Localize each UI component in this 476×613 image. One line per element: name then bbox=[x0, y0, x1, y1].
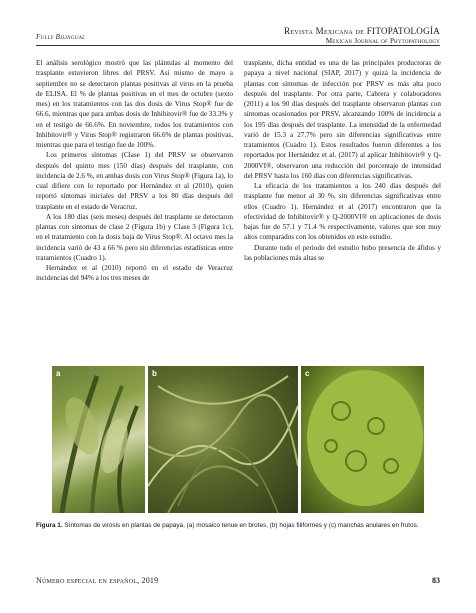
panel-label-a: a bbox=[56, 369, 61, 378]
caption-label: Figura 1. bbox=[36, 522, 63, 529]
page-number: 83 bbox=[432, 576, 440, 585]
footer-issue: Número especial en español, 2019 bbox=[36, 576, 159, 585]
paragraph: Durante todo el periodo del estudio hubo presencia de áfidos y las poblaciones más altas se bbox=[244, 243, 441, 262]
right-column bbox=[244, 58, 441, 263]
journal-title: Revista Mexicana de FITOPATOLOGÍA bbox=[284, 26, 440, 36]
paragraph: Hernández et al (2010) reportó en el estado de Veracruz incidencias del 94% a los tres meses de bbox=[36, 264, 233, 283]
journal-header bbox=[284, 26, 440, 45]
figure-caption bbox=[36, 522, 440, 531]
paragraph: Los primeros síntomas (Clase 1) del PRSV se observaron después del quinto mes (150 días) después del trasplante, con incidencia de 2.6 %, en ambas dosis con Virus Stop® (Figura 1a), lo cual difiere con lo reportado por Hernández et al (2010), quien reportó síntomas iniciales del PRSV a los 80 días después del trasplante en el estado de Veracruz. bbox=[36, 151, 233, 211]
caption-text: Síntomas de virosis en plantas de papaya, (a) mosaico tenue en brotes, (b) hojas filiformes y (c) manchas anulares en frutos. bbox=[64, 522, 419, 529]
paragraph: El análisis serológico mostró que las plántulas al momento del trasplante estuvieron libres del PRSV. Así mismo de mayo a septiembre no se detectaron plantas positivas al virus en la prueba de ELISA. El % de plantas positivas en el mes de octubre (sexto mes) en los tratamientos con las dos dosis de Virus Stop® fue de 66.6, mientras que para ambas dosis de Inhibitovir® fue de 33.3% y en el testigo de 66.6%. En noviembre, todos los tratamientos con Inhibitovir® y Virus Stop® registraron 66.6% de plantas positivas, mientras que para el testigo fue de 100%. bbox=[36, 59, 233, 149]
figure-1 bbox=[52, 366, 424, 513]
left-column bbox=[36, 58, 233, 284]
paragraph: A los 180 días (seis meses) después del trasplante se detectaron plantas con síntomas de clase 2 (Figura 1b) y Clase 3 (Figura 1c), en el tratamiento con la dosis baja de Virus Stop®. Al octavo mes la incidencia varió de 43 a 66 % pero sin diferencias estadísticas entre tratamientos (Cuadro 1). bbox=[36, 212, 233, 262]
leaf-shoots-illustration bbox=[52, 366, 145, 513]
papaya-fruit-illustration bbox=[301, 366, 424, 513]
header-rule bbox=[36, 45, 440, 46]
filiform-leaves-illustration bbox=[148, 366, 298, 513]
figure-panel-c bbox=[301, 366, 424, 513]
panel-label-b: b bbox=[152, 369, 157, 378]
journal-subtitle: Mexican Journal of Phytopathology bbox=[325, 37, 440, 45]
running-header-left: Fully Bilingual bbox=[36, 33, 86, 41]
paragraph: La eficacia de los tratamientos a los 240 días después del trasplante fue menor al 30 %, sin diferencias significativas entre ellos (Cuadro 1). Hernández et al (2017) encontraron que la efectividad de Inhibitovir® y Q-2000VI® en aplicaciones de dosis bajas fue de 57.1 y 71.4 % respectivamente, valores que son muy altos comparados con los obtenidos en este estudio. bbox=[244, 182, 441, 242]
paragraph: trasplante, dicha entidad es una de las principales productoras de papaya a nivel nacional (SIAP, 2017) y quizá la incidencia de plantas con síntomas de infección por PRSV es más alta poco después del trasplante. Por otra parte, Cabrera y colaboradores (2011) a los 90 días después del trasplante observaron plantas con síntomas ocasionados por PRSV, alcanzando 100% de incidencia a los 195 días después del trasplante. La intensidad de la enfermedad varió de 15.3 a 27.7% pero sin diferencias significativas entre tratamientos (Cuadro 1). Estos resultados fueron diferentes a los reportados por Hernández et al. (2017) al aplicar Inhibitovir® y Q-2000VI®, observaron una reducción del porcentaje de intensidad del PRSV hasta los 160 días con diferencias significativas. bbox=[244, 59, 441, 180]
figure-panel-b bbox=[148, 366, 298, 513]
figure-panel-a bbox=[52, 366, 145, 513]
panel-label-c: c bbox=[305, 369, 310, 378]
